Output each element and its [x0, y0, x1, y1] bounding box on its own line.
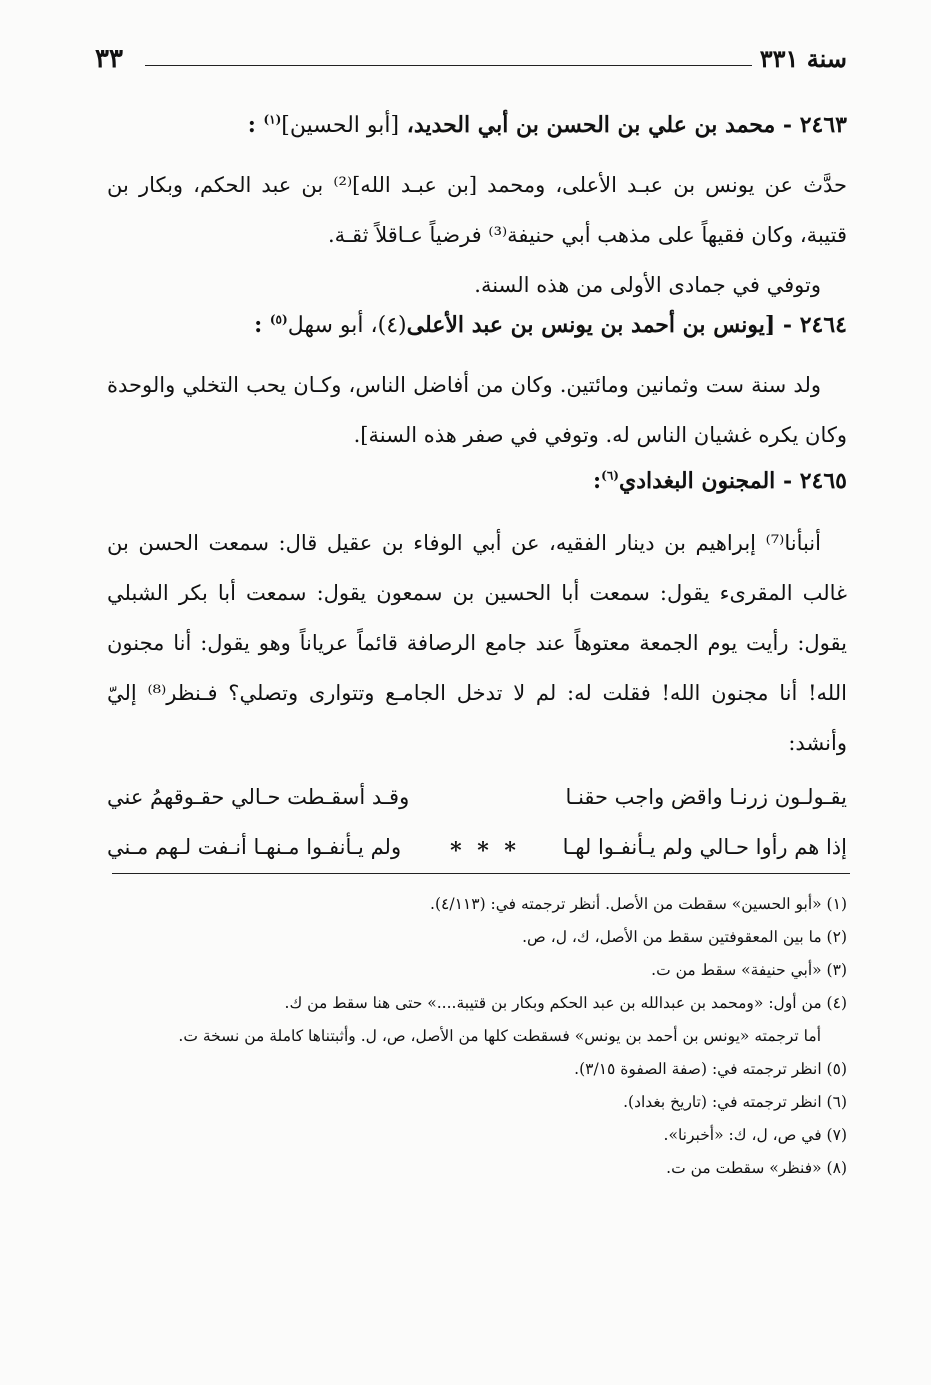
footnote: (١) «أبو الحسين» سقطت من الأصل. أنظر ترجمته في: (٤/١١٣). [430, 895, 847, 913]
entry-2465-body [107, 518, 847, 768]
entry-heading: ٢٤٦٥ - المجنون البغدادي$^{(٦)}$: [593, 468, 847, 494]
footnote: (٣) «أبي حنيفة» سقط من ت. [651, 961, 847, 979]
entry-2464-body [107, 360, 847, 460]
verse-second-hemistich: وقـد أسقـطت حـالي حقـوقهمُ عني [107, 785, 410, 809]
running-header [95, 40, 847, 80]
footnote: (٥) انظر ترجمته في: (صفة الصفوة ٣/١٥). [574, 1060, 847, 1078]
footnote: (٨) «فنظر» سقطت من ت. [666, 1159, 847, 1177]
verse-second-hemistich: ولم يـأنفـوا مـنهـا أنـفت لـهم مـني [107, 835, 402, 859]
footnote-rule [112, 873, 850, 874]
header-rule [145, 65, 752, 66]
footnote: (٢) ما بين المعقوفتين سقط من الأصل، ك، ل، ص. [522, 928, 847, 946]
paragraph: أنبأنا⁽⁷⁾ إبراهيم بن دينار الفقيه، عن أبي الوفاء بن عقيل قال: سمعت الحسن بن غالب المقرىء يقول: سمعت أبا الحسين بن سمعون يقول: سمعت أبا بكر الشبلي يقول: رأيت يوم الجمعة معتوهاً عند جامع الرصافة قائماً عرياناً وهو يقول: أنا مجنون الله! أنا مجنون الله! فقلت له: لم لا تدخل الجامـع وتتوارى وتصلي؟ فـنظر⁽⁸⁾ إليّ وأنشد: [107, 531, 847, 755]
entry-2465 [107, 464, 847, 499]
running-title: سنة ٣٣١ [759, 44, 847, 73]
footnote: (٦) انظر ترجمته في: (تاريخ بغداد). [623, 1093, 847, 1111]
section-separator: * * * [450, 838, 520, 864]
verse-first-hemistich: إذا هم رأوا حـالي ولم يـأنفـوا لهـا [562, 835, 847, 859]
entry-heading: ٢٤٦٤ - [يونس بن أحمد بن يونس بن عبد الأعلى(٤)، أبو سهل$^{(٥)}$ : [254, 312, 847, 338]
footnotes [107, 888, 847, 1185]
footnote: (٤) من أول: «ومحمد بن عبدالله بن عبد الحكم وبكار بن قتيبة....» حتى هنا سقط من ك. [284, 994, 847, 1012]
paragraph: حدَّث عن يونس بن عبـد الأعلى، ومحمد [بن عبـد الله]⁽²⁾ بن عبد الحكم، وبكار بن قتيبة، وكان فقيهاً على مذهب أبي حنيفة⁽³⁾ فرضياً عـاقلاً ثقـة. [107, 173, 847, 247]
poem-verse [107, 772, 847, 822]
footnote: (٧) في ص، ل، ك: «أخبرنا». [663, 1126, 847, 1144]
entry-2463-body [107, 160, 847, 310]
entry-2463 [107, 108, 847, 143]
footnote-continuation: أما ترجمته «يونس بن أحمد بن يونس» فسقطت كلها من الأصل، ص، ل. وأثبتناها كاملة من نسخة ت. [178, 1027, 821, 1045]
verse-first-hemistich: يقـولـون زرنـا واقض واجب حقنـا [565, 785, 847, 809]
paragraph: وتوفي في جمادى الأولى من هذه السنة. [474, 273, 821, 297]
entry-heading: ٢٤٦٣ - محمد بن علي بن الحسن بن أبي الحديد، [أبو الحسين]$^{(١)}$ : [247, 112, 847, 138]
entry-2464 [107, 308, 847, 343]
page-number: ٣٣ [95, 44, 123, 74]
paragraph: ولد سنة ست وثمانين ومائتين. وكان من أفاضل الناس، وكـان يحب التخلي والوحدة وكان يكره غشيان الناس له. وتوفي في صفر هذه السنة]. [107, 373, 847, 447]
